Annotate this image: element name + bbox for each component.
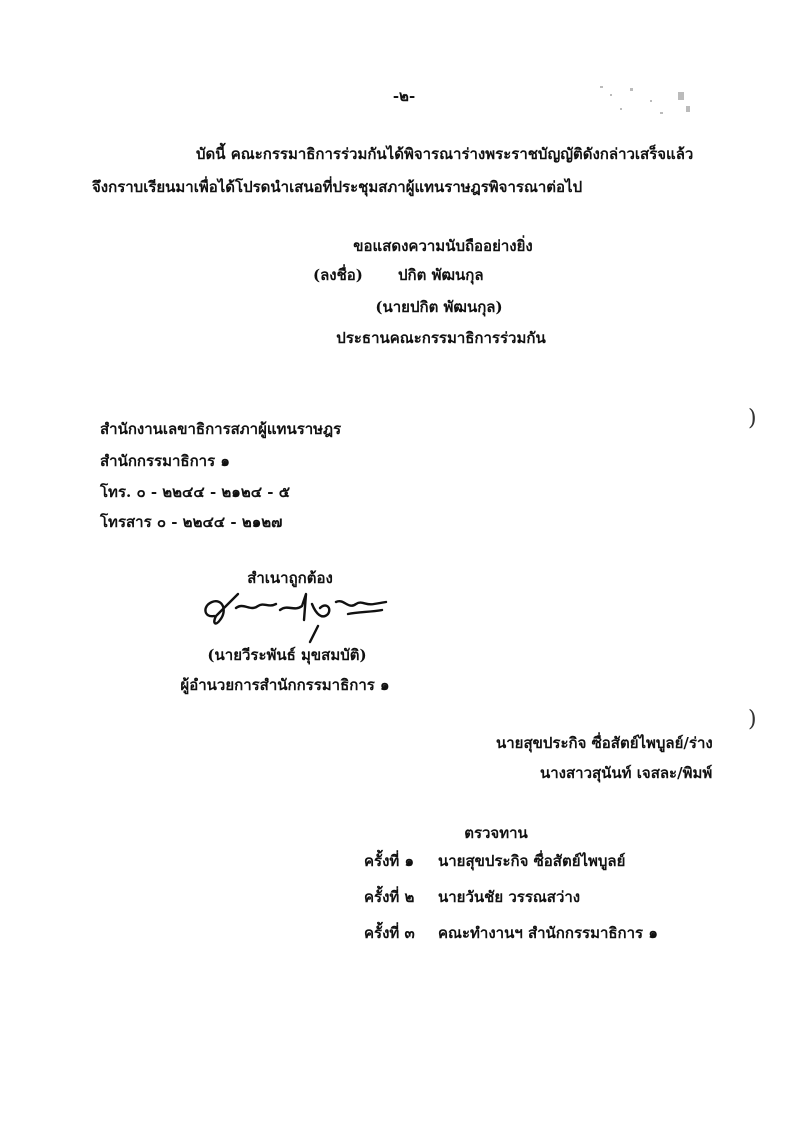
sign-name: ปกิต พัฒนกุล xyxy=(398,266,484,284)
office-line-1: สำนักงานเลขาธิการสภาผู้แทนราษฎร xyxy=(100,420,342,438)
certify-title: สำเนาถูกต้อง xyxy=(247,569,333,587)
office-phone: โทร. ๐ - ๒๒๔๔ - ๒๑๒๔ - ๕ xyxy=(100,483,291,501)
office-line-2: สำนักกรรมาธิการ ๑ xyxy=(100,452,230,470)
page-number: -๒- xyxy=(392,87,416,105)
scan-artifact-icon xyxy=(590,78,710,128)
review-row-1-name: นายสุขประกิจ ซื่อสัตย์ไพบูลย์ xyxy=(438,852,626,870)
sign-label: (ลงชื่อ) xyxy=(313,266,363,284)
drafter-credit: นายสุขประกิจ ซื่อสัตย์ไพบูลย์/ร่าง xyxy=(496,734,713,752)
certify-name: (นายวีระพันธ์ มุขสมบัติ) xyxy=(207,646,367,664)
closing-greeting: ขอแสดงความนับถืออย่างยิ่ง xyxy=(353,237,533,255)
certify-position: ผู้อำนวยการสำนักกรรมาธิการ ๑ xyxy=(180,676,390,694)
body-line-2: จึงกราบเรียนมาเพื่อได้โปรดนำเสนอที่ประชุมสภาผู้แทนราษฎรพิจารณาต่อไป xyxy=(92,178,583,196)
signature-icon xyxy=(198,584,398,644)
typist-credit: นางสาวสุนันท์ เจสละ/พิมพ์ xyxy=(540,764,713,782)
chairman-name: (นายปกิต พัฒนกุล) xyxy=(375,298,503,316)
review-row-3-name: คณะทำงานฯ สำนักกรรมาธิการ ๑ xyxy=(438,924,658,942)
chairman-position: ประธานคณะกรรมาธิการร่วมกัน xyxy=(336,329,546,347)
review-row-2-label: ครั้งที่ ๒ xyxy=(364,888,415,906)
review-row-1-label: ครั้งที่ ๑ xyxy=(364,852,415,870)
review-title: ตรวจทาน xyxy=(464,824,528,842)
review-row-3-label: ครั้งที่ ๓ xyxy=(364,924,415,942)
document-page: -๒- บัดนี้ คณะกรรมาธิการร่วมกันได้พิจารณาร่างพระราชบัญญัติดังกล่าวเสร็จแล้ว จึงกราบเรียนมาเพื่อได้โปรดนำเสนอที่ประชุมสภาผู้แทนราษฎรพิจารณาต่อไป ขอแสดงความนับถืออย่างยิ่ง (ลงชื่อ) ปกิต พัฒนกุล (นายปกิต พัฒนกุล) ประธานคณะกรรมาธิการร่วมกัน สำนักงานเลขาธิการสภาผู้แทนราษฎร สำนักกรรมาธิการ ๑ โทร. ๐ - ๒๒๔๔ - ๒๑๒๔ - ๕ โทรสาร ๐ - ๒๒๔๔ - ๒๑๒๗ ) ) สำเนาถูกต้อง (นายวีระพันธ์ มุขสมบัติ) ผู้อำนวยการสำนักกรรมาธิการ ๑ นายสุขประกิจ ซื่อสัตย์ไพบูลย์/ร่าง นางสาวสุนันท์ เจสละ/พิมพ์ ตรวจทาน ครั้งที่ ๑ นายสุขประกิจ ซื่อสัตย์ไพบูลย์ ครั้งที่ ๒ นายวันชัย วรรณสว่าง ครั้งที่ ๓ คณะทำงานฯ สำนักกรรมาธิการ ๑ xyxy=(0,0,800,1124)
office-fax: โทรสาร ๐ - ๒๒๔๔ - ๒๑๒๗ xyxy=(100,513,283,531)
body-line-1: บัดนี้ คณะกรรมาธิการร่วมกันได้พิจารณาร่างพระราชบัญญัติดังกล่าวเสร็จแล้ว xyxy=(196,145,694,163)
review-row-2-name: นายวันชัย วรรณสว่าง xyxy=(438,888,581,906)
